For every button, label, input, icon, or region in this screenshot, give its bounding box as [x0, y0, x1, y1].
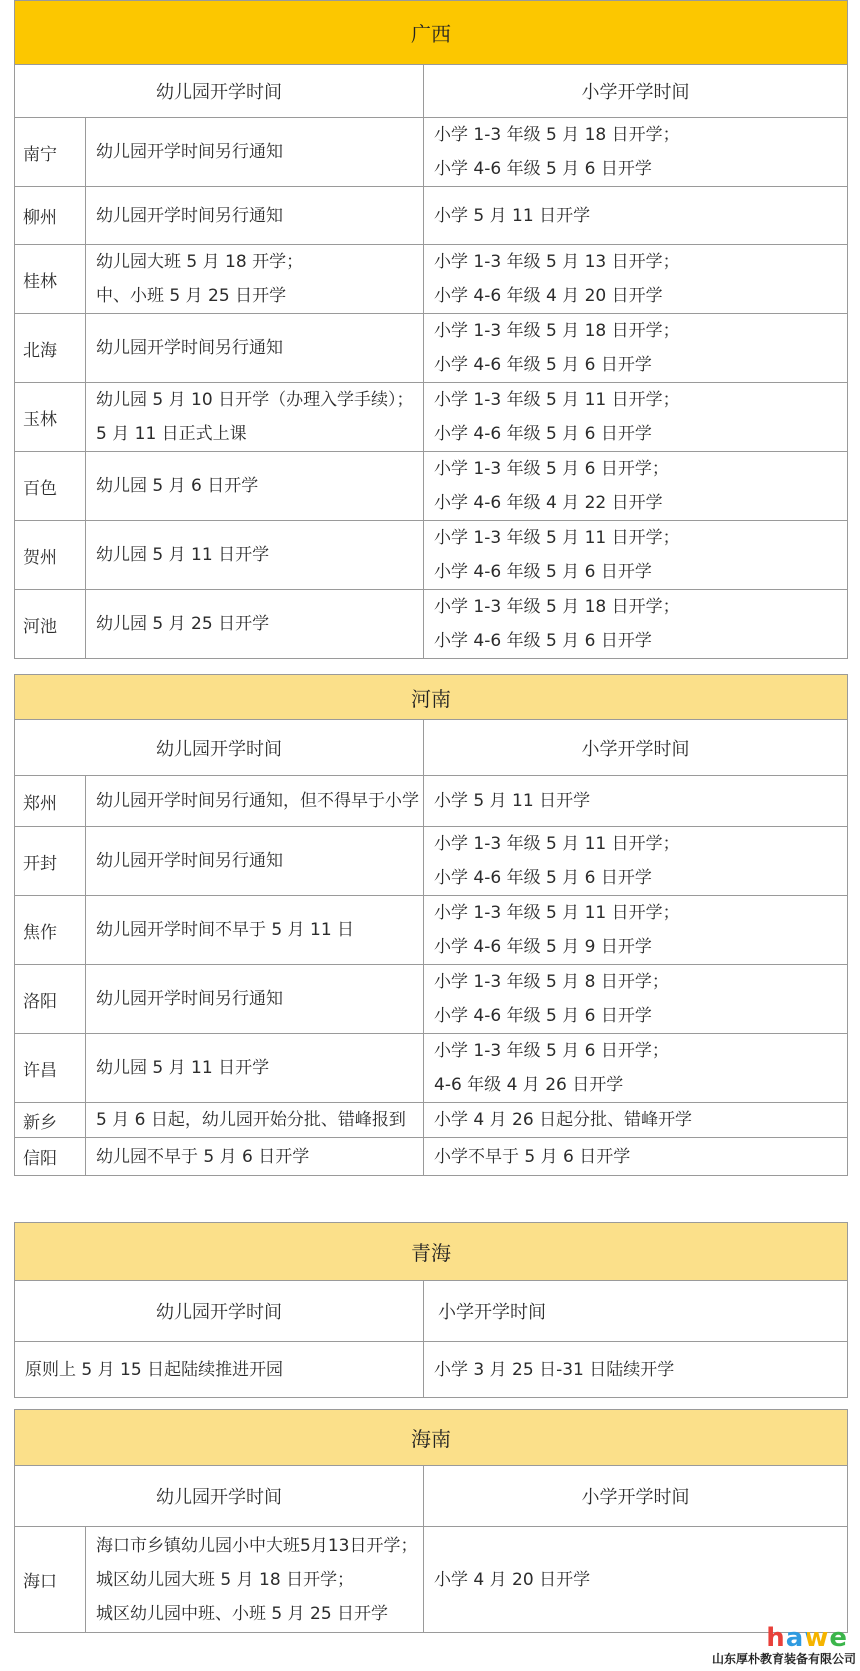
primary-cell [424, 965, 848, 1034]
primary-cell [424, 314, 848, 383]
cell-line: 小学 4 月 20 日开学 [434, 1569, 591, 1590]
kindergarten-cell [86, 1138, 424, 1176]
kindergarten-cell [86, 590, 424, 659]
city-name: 开封 [15, 827, 86, 896]
primary-column-header: 小学开学时间 [424, 65, 848, 118]
company-name: 山东厚朴教育装备有限公司 [711, 1652, 856, 1666]
primary-column-header: 小学开学时间 [424, 1281, 848, 1342]
cell-line: 幼儿园 5 月 10 日开学（办理入学手续）； [96, 390, 414, 410]
city-name: 郑州 [15, 776, 86, 827]
cell-line: 小学 4-6 年级 5 月 6 日开学 [434, 631, 652, 651]
kindergarten-cell [86, 245, 424, 314]
cell-line: 小学 4-6 年级 5 月 9 日开学 [434, 937, 652, 957]
kindergarten-cell [86, 827, 424, 896]
province-title-hainan: 海南 [15, 1410, 848, 1466]
cell-line: 小学 1-3 年级 5 月 11 日开学； [434, 834, 680, 854]
table-row [15, 118, 848, 187]
table-row [15, 314, 848, 383]
henan-rows [15, 776, 848, 1176]
city-name: 许昌 [15, 1034, 86, 1103]
table-row [15, 965, 848, 1034]
cell-line: 小学 5 月 11 日开学 [434, 205, 591, 226]
kindergarten-cell [86, 776, 424, 827]
cell-line: 小学 4-6 年级 5 月 6 日开学 [434, 355, 652, 375]
kindergarten-cell [86, 187, 424, 245]
kindergarten-cell [86, 314, 424, 383]
cell-line: 4-6 年级 4 月 26 日开学 [434, 1075, 624, 1095]
city-name: 南宁 [15, 118, 86, 187]
cell-line: 小学 1-3 年级 5 月 11 日开学； [434, 528, 680, 548]
table-row [15, 776, 848, 827]
table-row [15, 452, 848, 521]
city-name: 信阳 [15, 1138, 86, 1176]
cell-line: 小学 4-6 年级 4 月 22 日开学 [434, 493, 663, 513]
primary-column-header: 小学开学时间 [424, 720, 848, 776]
city-name: 洛阳 [15, 965, 86, 1034]
table-row [15, 521, 848, 590]
primary-cell [424, 118, 848, 187]
table-row [15, 1342, 848, 1398]
cell-line: 小学 1-3 年级 5 月 11 日开学； [434, 903, 680, 923]
cell-line: 小学 1-3 年级 5 月 6 日开学； [434, 459, 669, 479]
qinghai-table [14, 1222, 848, 1398]
cell-line: 小学 1-3 年级 5 月 6 日开学； [434, 1041, 669, 1061]
logo-letter: hawe [766, 1623, 848, 1653]
city-name: 海口 [15, 1527, 86, 1633]
kindergarten-cell [86, 1034, 424, 1103]
primary-cell [424, 452, 848, 521]
cell-line: 小学 1-3 年级 5 月 8 日开学； [434, 972, 669, 992]
city-name: 柳州 [15, 187, 86, 245]
cell-line: 幼儿园大班 5 月 18 开学； [96, 252, 304, 272]
cell-line: 小学 4-6 年级 5 月 6 日开学 [434, 1006, 652, 1026]
cell-line: 小学 4-6 年级 5 月 6 日开学 [434, 159, 652, 179]
cell-line: 城区幼儿园大班 5 月 18 日开学； [96, 1569, 355, 1590]
city-name: 贺州 [15, 521, 86, 590]
cell-text: 原则上 5 月 15 日起陆续推进开园 [25, 1359, 284, 1380]
cell-line: 5 月 11 日正式上课 [96, 424, 247, 444]
kindergarten-cell [86, 1527, 424, 1633]
cell-line: 小学 1-3 年级 5 月 11 日开学； [434, 390, 680, 410]
primary-column-header: 小学开学时间 [424, 1466, 848, 1527]
table-row [15, 1138, 848, 1176]
city-name: 河池 [15, 590, 86, 659]
cell-line: 中、小班 5 月 25 日开学 [96, 286, 287, 306]
hainan-rows [15, 1527, 848, 1633]
kindergarten-column-header: 幼儿园开学时间 [15, 1281, 424, 1342]
kindergarten-cell [86, 965, 424, 1034]
cell-line: 小学 1-3 年级 5 月 18 日开学； [434, 125, 680, 145]
cell-line: 城区幼儿园中班、小班 5 月 25 日开学 [96, 1603, 389, 1624]
table-row [15, 245, 848, 314]
kindergarten-cell [86, 383, 424, 452]
cell-line: 海口市乡镇幼儿园小中大班5月13日开学； [96, 1535, 418, 1556]
primary-cell [424, 1342, 848, 1398]
primary-cell [424, 776, 848, 827]
company-watermark [711, 1623, 856, 1667]
cell-line: 小学 4-6 年级 5 月 6 日开学 [434, 424, 652, 444]
cell-line: 幼儿园 5 月 11 日开学 [96, 545, 270, 565]
primary-cell [424, 383, 848, 452]
table-row [15, 827, 848, 896]
primary-cell [424, 896, 848, 965]
primary-cell [424, 1103, 848, 1138]
city-name: 玉林 [15, 383, 86, 452]
kindergarten-cell [86, 896, 424, 965]
cell-line: 幼儿园开学时间另行通知 [96, 989, 283, 1009]
kindergarten-cell [86, 118, 424, 187]
cell-line: 幼儿园 5 月 25 日开学 [96, 614, 270, 634]
kindergarten-column-header: 幼儿园开学时间 [15, 720, 424, 776]
table-row [15, 590, 848, 659]
cell-line: 幼儿园开学时间另行通知 [96, 851, 283, 871]
kindergarten-cell [86, 452, 424, 521]
city-name: 北海 [15, 314, 86, 383]
primary-cell [424, 1034, 848, 1103]
cell-line: 小学 4 月 26 日起分批、错峰开学 [434, 1110, 693, 1130]
primary-cell [424, 827, 848, 896]
cell-line: 幼儿园 5 月 6 日开学 [96, 476, 259, 496]
province-title-guangxi: 广西 [15, 1, 848, 65]
cell-line: 幼儿园不早于 5 月 6 日开学 [96, 1146, 310, 1167]
guangxi-rows [15, 118, 848, 659]
cell-line: 小学 1-3 年级 5 月 18 日开学； [434, 321, 680, 341]
table-row [15, 1527, 848, 1633]
primary-cell [424, 590, 848, 659]
kindergarten-cell [15, 1342, 424, 1398]
table-row [15, 896, 848, 965]
guangxi-table [14, 0, 848, 659]
cell-line: 幼儿园开学时间另行通知 [96, 142, 283, 162]
cell-line: 小学 4-6 年级 4 月 20 日开学 [434, 286, 663, 306]
primary-cell [424, 521, 848, 590]
kindergarten-cell [86, 1103, 424, 1138]
primary-cell [424, 1527, 848, 1633]
cell-line: 幼儿园开学时间不早于 5 月 11 日 [96, 920, 355, 940]
company-logo [766, 1623, 848, 1653]
hainan-table [14, 1409, 848, 1633]
cell-line: 幼儿园开学时间另行通知，但不得早于小学 [96, 791, 419, 811]
city-name: 桂林 [15, 245, 86, 314]
province-title-henan: 河南 [15, 675, 848, 720]
province-title-qinghai: 青海 [15, 1223, 848, 1281]
kindergarten-cell [86, 521, 424, 590]
kindergarten-column-header: 幼儿园开学时间 [15, 1466, 424, 1527]
city-name: 新乡 [15, 1103, 86, 1138]
cell-line: 幼儿园开学时间另行通知 [96, 205, 283, 226]
cell-line: 小学 1-3 年级 5 月 13 日开学； [434, 252, 680, 272]
primary-cell [424, 245, 848, 314]
cell-line: 小学 4-6 年级 5 月 6 日开学 [434, 868, 652, 888]
city-name: 百色 [15, 452, 86, 521]
kindergarten-column-header: 幼儿园开学时间 [15, 65, 424, 118]
cell-line: 小学不早于 5 月 6 日开学 [434, 1146, 631, 1167]
cell-line: 幼儿园 5 月 11 日开学 [96, 1058, 270, 1078]
cell-line: 小学 4-6 年级 5 月 6 日开学 [434, 562, 652, 582]
city-name: 焦作 [15, 896, 86, 965]
primary-cell [424, 1138, 848, 1176]
cell-line: 5 月 6 日起，幼儿园开始分批、错峰报到 [96, 1110, 406, 1130]
cell-line: 小学 1-3 年级 5 月 18 日开学； [434, 597, 680, 617]
table-row [15, 383, 848, 452]
primary-cell [424, 187, 848, 245]
table-row [15, 1034, 848, 1103]
table-row [15, 187, 848, 245]
cell-line: 小学 5 月 11 日开学 [434, 791, 591, 811]
cell-line: 幼儿园开学时间另行通知 [96, 338, 283, 358]
henan-table [14, 674, 848, 1176]
cell-text: 小学 3 月 25 日-31 日陆续开学 [434, 1359, 675, 1380]
table-row [15, 1103, 848, 1138]
